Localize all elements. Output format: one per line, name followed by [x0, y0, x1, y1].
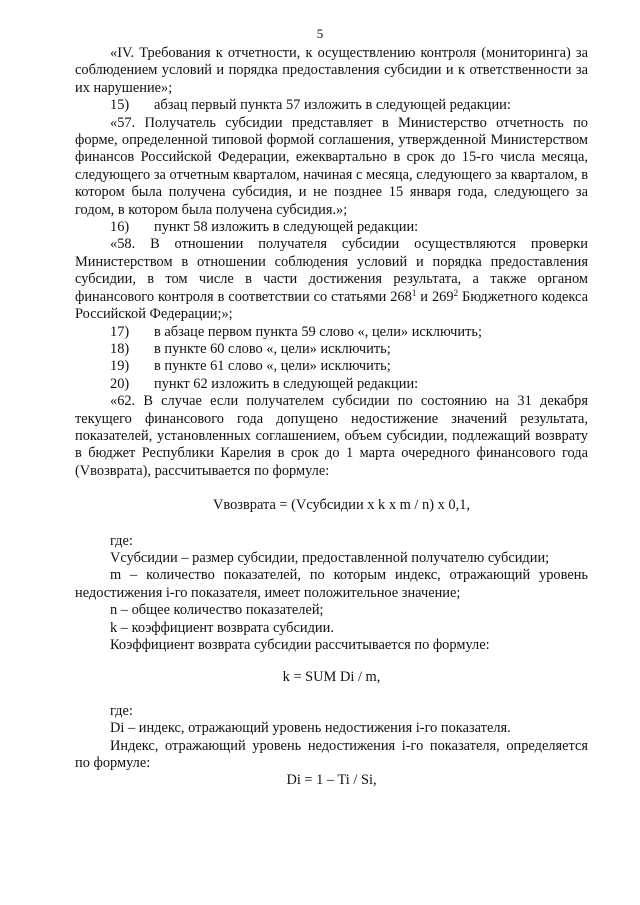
formula: Vвозврата = (Vсубсидии x k x m / n) x 0,1, [213, 497, 470, 514]
list-item [75, 341, 588, 358]
paragraph: m – количество показателей, по которым индекс, отражающий уровень недостижения i-го показателя, имеет положительное значение; [75, 567, 588, 601]
list-item-text: в абзаце первом пункта 59 слово «, цели» исключить; [154, 323, 482, 340]
paragraph: где: [110, 532, 133, 549]
page-number: 5 [316, 26, 324, 41]
paragraph: где: [110, 702, 133, 719]
paragraph: Vсубсидии – размер субсидии, предоставленной получателю субсидии; [110, 549, 550, 566]
formula: Di = 1 – Ti / Si, [286, 772, 377, 789]
list-item-number: 17) [110, 323, 130, 340]
list-item-number: 20) [110, 375, 130, 392]
list-item-number: 15) [110, 97, 130, 114]
list-item-number: 18) [110, 340, 130, 357]
paragraph-text: «58. В отношении получателя субсидии осуществляются проверки Министерством в отношении соблюдения условий и порядка предоставления субсидии, в том числе в части достижения результата, а также органом финансового контроля в соответствии со статьями 268 [75, 236, 588, 305]
superscript: 1 [411, 287, 417, 298]
paragraph: Di – индекс, отражающий уровень недостижения i-го показателя. [110, 720, 511, 737]
list-item-text: пункт 62 изложить в следующей редакции: [154, 375, 419, 392]
paragraph-text: и 269 [416, 288, 454, 305]
paragraph: k – коэффициент возврата субсидии. [110, 619, 334, 636]
list-item [75, 97, 588, 114]
list-item-text: пункт 58 изложить в следующей редакции: [154, 219, 419, 236]
paragraph: Коэффициент возврата субсидии рассчитывается по формуле: [110, 637, 490, 653]
list-item-number: 19) [110, 358, 130, 375]
list-item [75, 358, 588, 375]
formula: k = SUM Di / m, [282, 669, 381, 686]
superscript: 2 [453, 287, 459, 298]
list-item-number: 16) [110, 219, 130, 236]
paragraph: «57. Получатель субсидии представляет в Министерство отчетность по форме, определенной типовой формой соглашения, утвержденной Министерством финансов Российской Федерации, ежеквартально в срок до 15-го числа месяца, следующего за отчетным кварталом, начиная с месяца, следующего за кварталом, в котором была получена субсидия, и не позднее 15 января года, следующего за годом, в котором была получена субсидия.»; [75, 114, 588, 218]
document-body [75, 45, 588, 790]
paragraph [75, 236, 588, 323]
paragraph: «62. В случае если получателем субсидии по состоянию на 31 декабря текущего финансового года допущено недостижение значений результата, показателей, установленных соглашением, объем субсидии, подлежащий возврату в бюджет Республики Карелия в срок до 1 марта очередного финансового года (Vвозврата), рассчитывается по формуле: [75, 393, 588, 479]
paragraph: «IV. Требования к отчетности, к осуществлению контроля (мониторинга) за соблюдением условий и порядка предоставления субсидии и к ответственности за их нарушение»; [75, 45, 588, 96]
paragraph-text: Бюджетного кодекса Российской Федерации;»; [75, 288, 588, 323]
list-item-text: абзац первый пункта 57 изложить в следующей редакции: [154, 97, 511, 114]
list-item-text: в пункте 61 слово «, цели» исключить; [154, 358, 391, 375]
paragraph: Индекс, отражающий уровень недостижения i-го показателя, определяется по формуле: [75, 737, 588, 772]
list-item-text: в пункте 60 слово «, цели» исключить; [154, 340, 391, 357]
list-item [75, 219, 588, 236]
list-item [75, 376, 588, 393]
paragraph: n – общее количество показателей; [110, 602, 324, 619]
list-item [75, 324, 588, 341]
